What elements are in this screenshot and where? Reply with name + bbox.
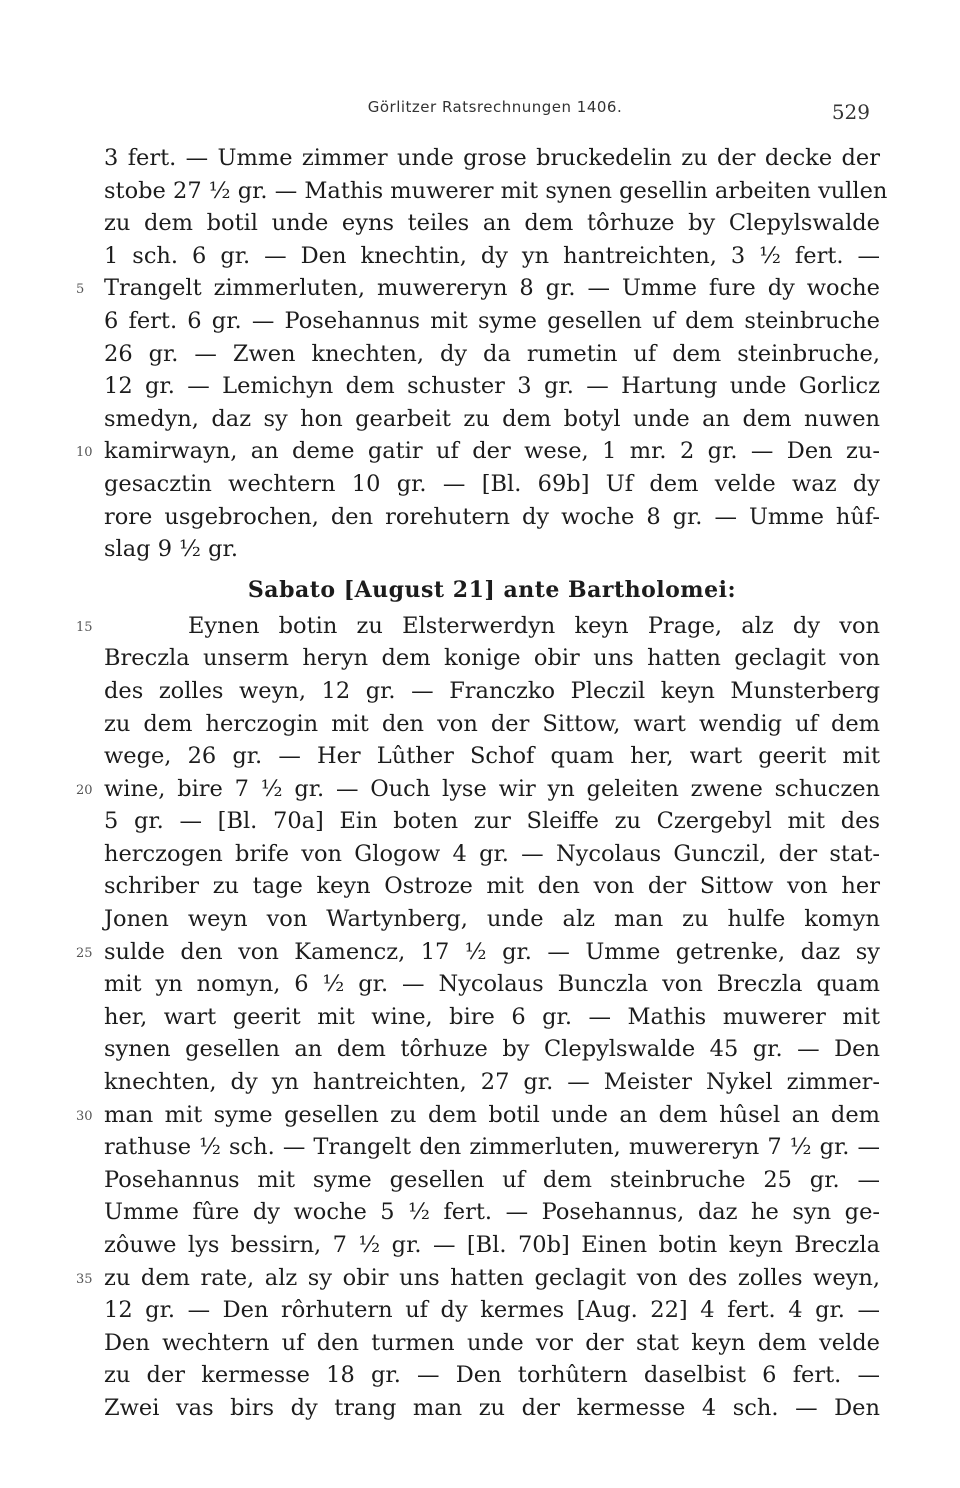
line-text: zu dem botil unde eyns teiles an dem tôrhuze by Clepylswalde — [104, 210, 880, 237]
line-text: wine, bire 7 ½ gr. — Ouch lyse wir yn geleiten zwene schuczen — [104, 775, 880, 802]
text-line — [104, 370, 880, 403]
line-number: 10 — [76, 445, 93, 461]
text-line — [104, 1229, 880, 1262]
line-text: 12 gr. — Lemichyn dem schuster 3 gr. — Hartung unde Gorlicz — [104, 373, 880, 400]
text-line — [104, 142, 880, 175]
line-text: Trangelt zimmerluten, muwereryn 8 gr. — Umme fure dy woche — [104, 275, 880, 302]
line-text: 6 fert. 6 gr. — Posehannus mit syme gesellen uf dem steinbruche — [104, 307, 880, 334]
paragraph-block-2 — [76, 610, 880, 1425]
text-line — [76, 936, 880, 969]
line-text: 1 sch. 6 gr. — Den knechtin, dy yn hantreichten, 3 ½ fert. — — [104, 242, 880, 269]
paragraph-block-1 — [76, 142, 888, 566]
text-line — [76, 435, 880, 468]
text-line — [104, 870, 880, 903]
text-line — [104, 240, 880, 273]
line-text: des zolles weyn, 12 gr. — Franczko Pleczil keyn Munsterberg — [104, 677, 880, 704]
text-line — [104, 533, 880, 566]
line-text: 12 gr. — Den rôrhutern uf dy kermes [Aug. 22] 4 fert. 4 gr. — — [104, 1297, 880, 1324]
line-text: zu der kermesse 18 gr. — Den torhûtern daselbist 6 fert. — — [104, 1362, 880, 1389]
line-number: 20 — [76, 782, 93, 798]
body-text — [76, 142, 888, 1425]
text-line — [104, 1294, 880, 1327]
line-text: her, wart geerit mit wine, bire 6 gr. — Mathis muwerer mit — [104, 1003, 880, 1030]
text-line — [104, 403, 880, 436]
text-line — [104, 642, 880, 675]
line-text: herczogen brife von Glogow 4 gr. — Nycolaus Gunczil, der stat- — [104, 840, 880, 867]
line-text: zu dem rate, alz sy obir uns hatten geclagit von des zolles weyn, — [104, 1264, 880, 1291]
text-line — [104, 338, 880, 371]
text-line — [76, 610, 880, 643]
text-line — [104, 740, 880, 773]
running-title: Görlitzer Ratsrechnungen 1406. — [367, 98, 623, 116]
line-number: 35 — [76, 1271, 93, 1287]
line-text: Umme fûre dy woche 5 ½ fert. — Posehannus, daz he syn ge- — [104, 1199, 880, 1226]
text-line — [76, 1262, 880, 1295]
line-text: 3 fert. — Umme zimmer unde grose bruckedelin zu der decke der — [104, 145, 880, 171]
line-text: sulde den von Kamencz, 17 ½ gr. — Umme getrenke, daz sy — [104, 938, 880, 965]
line-text: wege, 26 gr. — Her Lûther Schof quam her, wart geerit mit — [104, 743, 880, 770]
line-text: kamirwayn, an deme gatir uf der wese, 1 mr. 2 gr. — Den zu- — [104, 438, 880, 465]
text-line — [104, 1359, 880, 1392]
text-line — [76, 1099, 880, 1132]
text-line — [104, 968, 880, 1001]
line-text: zôuwe lys bessirn, 7 ½ gr. — [Bl. 70b] Einen botin keyn Breczla — [104, 1232, 880, 1258]
line-text: schriber zu tage keyn Ostroze mit den von der Sittow von her — [104, 873, 880, 900]
line-text: rathuse ½ sch. — Trangelt den zimmerluten, muwereryn 7 ½ gr. — — [104, 1134, 880, 1161]
line-number: 25 — [76, 945, 93, 961]
line-text: stobe 27 ½ gr. — Mathis muwerer mit synen gesellin arbeiten vullen — [104, 177, 888, 204]
text-line — [76, 272, 880, 305]
text-line — [104, 1392, 880, 1425]
line-text: 5 gr. — [Bl. 70a] Ein boten zur Sleiffe zu Czergebyl mit des — [104, 808, 880, 835]
text-line — [104, 501, 880, 534]
line-text: 26 gr. — Zwen knechten, dy da rumetin uf dem steinbruche, — [104, 340, 880, 367]
text-line — [104, 1001, 880, 1034]
page-number: 529 — [831, 100, 870, 124]
line-text: Eynen botin zu Elsterwerdyn keyn Prage, alz dy von — [188, 612, 880, 639]
line-text: zu dem herczogin mit den von der Sittow, wart wendig uf dem — [104, 710, 880, 737]
running-head — [0, 92, 960, 122]
text-line — [104, 708, 880, 741]
line-number: 5 — [76, 282, 85, 298]
line-text: Jonen weyn von Wartynberg, unde alz man zu hulfe komyn — [104, 906, 880, 933]
line-text: Den wechtern uf den turmen unde vor der stat keyn dem velde — [104, 1329, 880, 1356]
text-line — [104, 1196, 880, 1229]
section-heading: Sabato [August 21] ante Bartholomei: — [247, 576, 737, 603]
line-text: mit yn nomyn, 6 ½ gr. — Nycolaus Bunczla von Breczla quam — [104, 971, 880, 998]
line-number: 30 — [76, 1108, 93, 1124]
text-line — [104, 1131, 880, 1164]
line-text: gesacztin wechtern 10 gr. — [Bl. 69b] Uf dem velde waz dy — [104, 470, 880, 497]
line-text: man mit syme gesellen zu dem botil unde an dem hûsel an dem — [104, 1101, 880, 1128]
line-text: synen gesellen an dem tôrhuze by Clepylswalde 45 gr. — Den — [104, 1036, 880, 1063]
line-text: smedyn, daz sy hon gearbeit zu dem botyl unde an dem nuwen — [104, 405, 880, 432]
text-line — [104, 1033, 880, 1066]
line-text: Breczla unserm heryn dem konige obir uns hatten geclagit von — [104, 645, 880, 672]
text-line — [76, 773, 880, 806]
text-line — [104, 805, 880, 838]
text-line — [104, 207, 880, 240]
text-line — [104, 903, 880, 936]
text-line — [104, 675, 880, 708]
text-line — [104, 175, 888, 208]
line-text: Zwei vas birs dy trang man zu der kermesse 4 sch. — Den — [104, 1394, 880, 1421]
line-text: Posehannus mit syme gesellen uf dem steinbruche 25 gr. — — [104, 1166, 880, 1193]
text-line — [104, 305, 880, 338]
text-line — [104, 838, 880, 871]
text-line — [104, 1327, 880, 1360]
line-number: 15 — [76, 619, 93, 635]
text-line — [104, 1066, 880, 1099]
line-text: knechten, dy yn hantreichten, 27 gr. — Meister Nykel zimmer- — [104, 1069, 880, 1096]
line-text: slag 9 ½ gr. — [104, 536, 238, 563]
line-text: rore usgebrochen, den rorehutern dy woche 8 gr. — Umme hûf- — [104, 503, 880, 530]
text-line — [104, 1164, 880, 1197]
text-line — [104, 468, 880, 501]
